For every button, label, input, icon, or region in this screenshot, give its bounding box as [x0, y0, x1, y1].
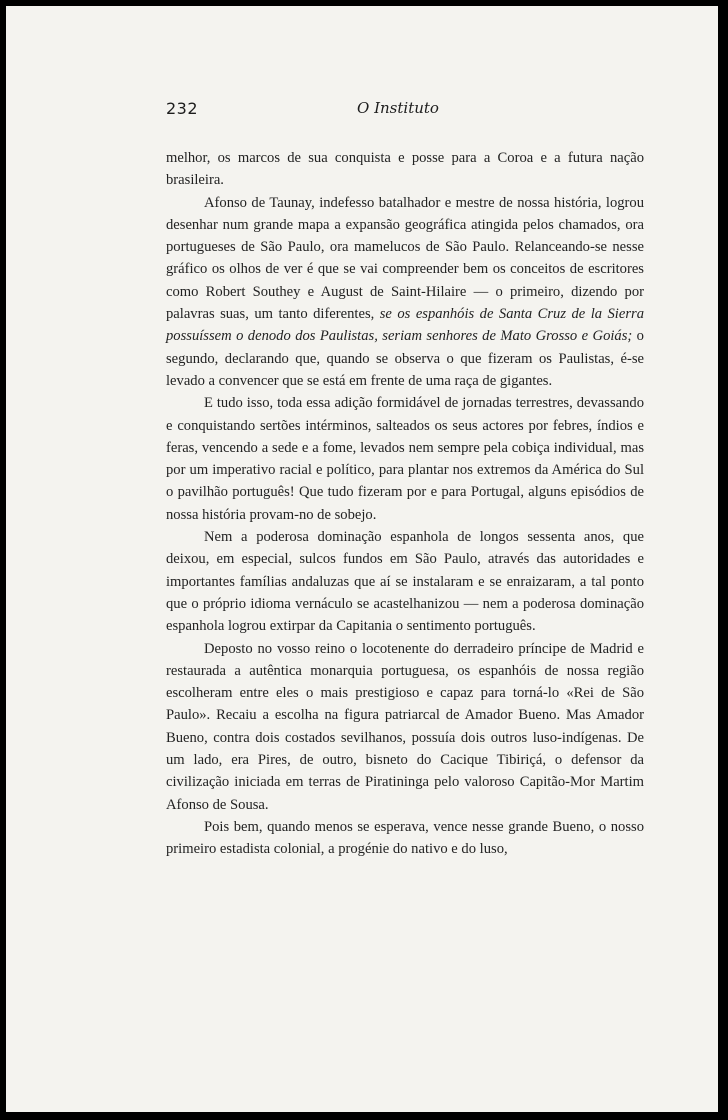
text-run: Afonso de Taunay, indefesso batalhador e mestre de nossa história, logrou desenhar num grande mapa a expansão geográfica atingida pelos chamados, ora portugueses de São Paulo, ora mamelucos de São Paulo. Relanceando-se nesse gráfico os olhos de ver é que se vai compreender bem os conceitos de escritores como Robert Southey e August de Saint-Hilaire — o primeiro, dizendo por palavras suas, um tanto diferentes, — [166, 194, 644, 323]
text-run: melhor, os marcos de sua conquista e posse para a Coroa e a futura nação brasileira. — [166, 150, 644, 189]
text-run: o segundo, declarando que, quando se observa o que fizeram os Paulistas, é-se levado a convencer que se está em frente de uma raça de gigantes. — [166, 328, 644, 389]
paragraph — [166, 638, 644, 816]
running-title: O Instituto — [357, 99, 439, 117]
page-header — [166, 99, 630, 121]
italic-quote: se os espanhóis de Santa Cruz de la Sierra possuíssem o denodo dos Paulistas, seriam senhores de Mato Grosso e Goiás; — [166, 306, 644, 345]
book-page — [6, 6, 718, 1112]
text-run: Nem a poderosa dominação espanhola de longos sessenta anos, que deixou, em especial, sulcos fundos em São Paulo, através das autoridades e importantes famílias andaluzas que aí se instalaram e se enraizaram, a tal ponto que o próprio idioma vernáculo se acastelhanizou — nem a poderosa dominação espanhola logrou extirpar da Capitania o sentimento português. — [166, 529, 644, 635]
text-run: Pois bem, quando menos se esperava, vence nesse grande Bueno, o nosso primeiro estadista colonial, a progénie do nativo e do luso, — [166, 818, 644, 858]
paragraph — [166, 192, 644, 393]
text-run: Deposto no vosso reino o locotenente do derradeiro príncipe de Madrid e restaurada a autêntica monarquia portuguesa, os espanhóis de nossa região escolheram entre eles o mais prestigioso e capaz para torná-lo «Rei de São Paulo». Recaiu a escolha na figura patriarcal de Amador Bueno. Mas Amador Bueno, contra dois costados sevilhanos, possuía dois outros luso-indígenas. De um lado, era Pires, de outro, bisneto do Cacique Tibiriçá, o defensor da civilização iniciada em terras de Piratininga pelo valoroso Capitão-Mor Martim Afonso de Sousa. — [166, 640, 644, 813]
page-number: 232 — [166, 99, 199, 118]
paragraph — [166, 526, 644, 637]
body-text — [166, 147, 644, 861]
paragraph — [166, 392, 644, 526]
paragraph — [166, 147, 644, 192]
paragraph — [166, 816, 644, 861]
text-run: E tudo isso, toda essa adição formidável de jornadas terrestres, devassando e conquistando sertões intérminos, salteados os seus actores por febres, índios e feras, vencendo a sede e a fome, levados nem sempre pela cobiça individual, mas por um imperativo racial e político, para plantar nos extremos da América do Sul o pavilhão português! Que tudo fizeram por e para Portugal, alguns episódios de nossa história provam-no de sobejo. — [166, 395, 644, 523]
